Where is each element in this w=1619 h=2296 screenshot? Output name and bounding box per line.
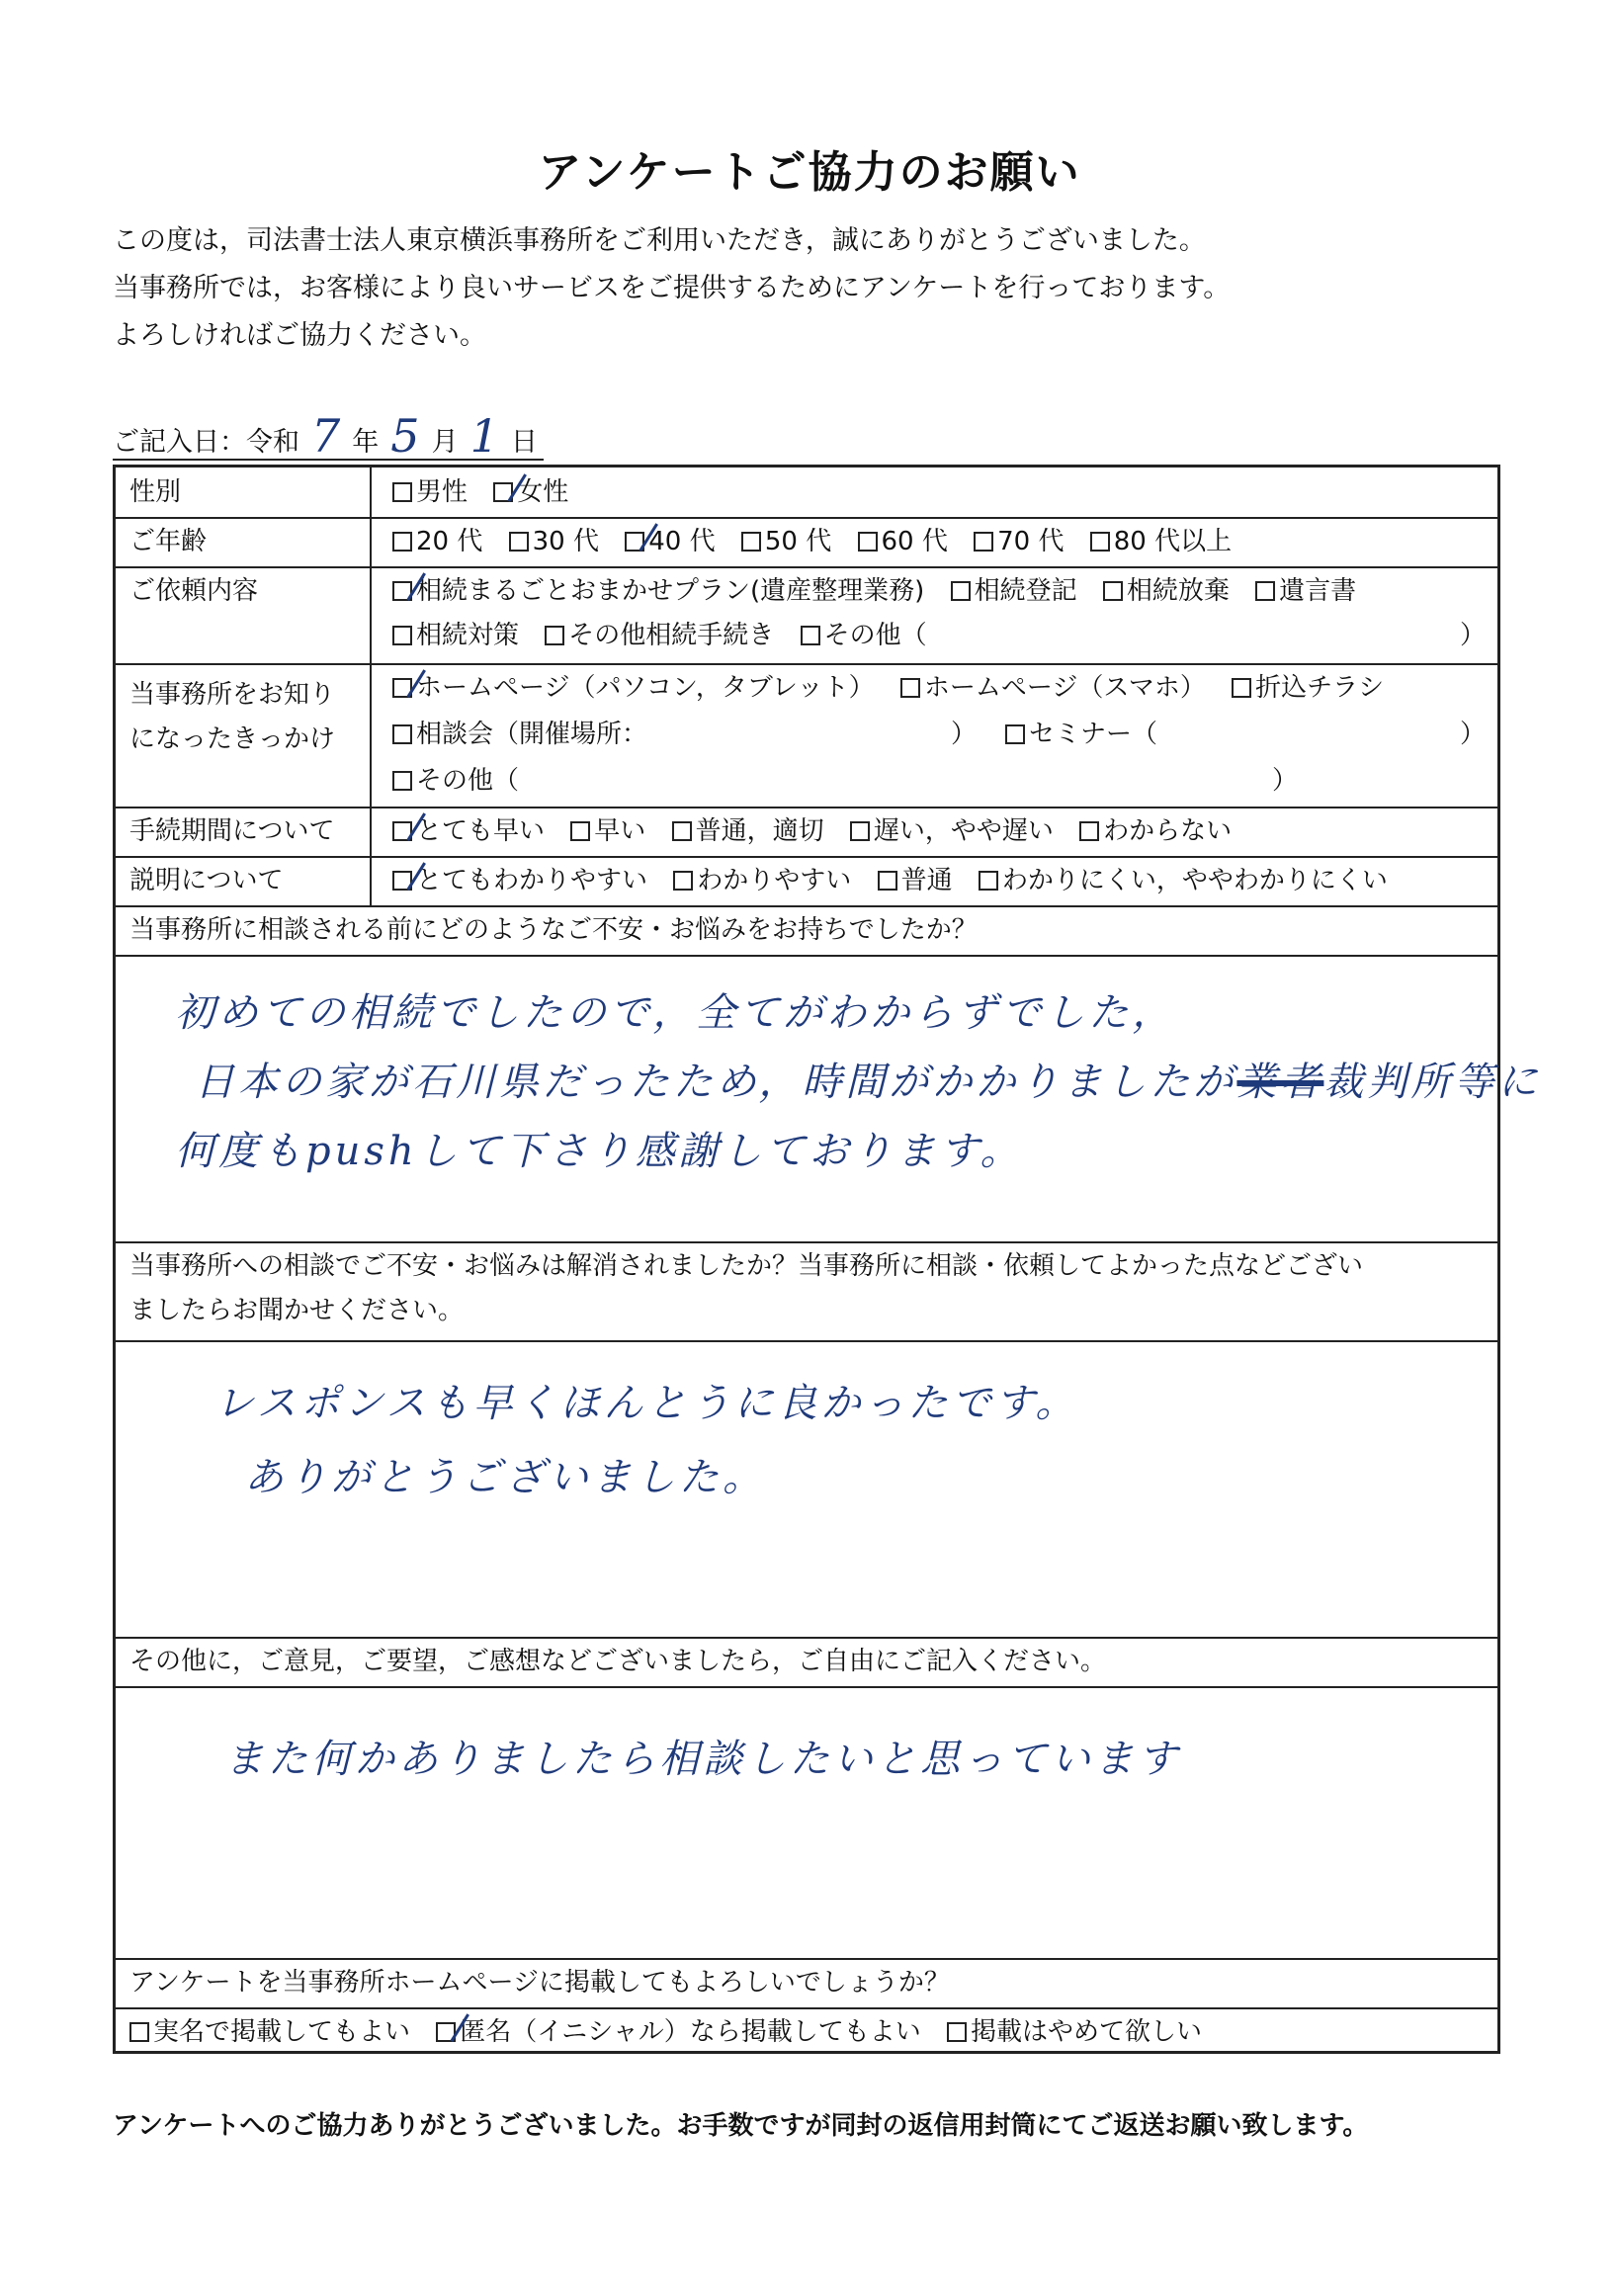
page-title: アンケートご協力のお願い: [538, 147, 1081, 198]
option-label: 30 代: [532, 527, 599, 556]
option-label: 相続まるごとおまかせプラン(遺産整理業務): [416, 576, 925, 606]
option-label: 普通: [900, 866, 953, 895]
option-label: 女性: [517, 477, 569, 507]
source-label-line1: 当事務所をお知り: [129, 680, 336, 710]
option-label: 掲載はやめて欲しい: [971, 2017, 1203, 2047]
intro-line: 当事務所では，お客様により良いサービスをご提供するためにアンケートを行っております。: [113, 273, 1231, 303]
publish-option-anonymous[interactable]: [436, 2012, 920, 2052]
gender-label: 性別: [129, 477, 182, 507]
option-label: 男性: [416, 477, 469, 507]
explanation-options: [392, 861, 1406, 900]
survey-form: [113, 465, 1542, 2054]
request-option-planning[interactable]: [392, 616, 519, 655]
option-label: ホームページ（パソコン，タブレット）: [416, 673, 875, 703]
option-label: 50 代: [764, 527, 832, 556]
period-option-normal[interactable]: [672, 811, 824, 851]
explanation-option-normal[interactable]: [878, 861, 953, 900]
publish-options: [129, 2012, 1220, 2052]
checkbox[interactable]: [392, 626, 412, 645]
period-option-very-fast[interactable]: [392, 811, 545, 851]
row-divider: [116, 1340, 1497, 1342]
age-options: [392, 522, 1249, 561]
q2-question-line2: ましたらお聞かせください。: [129, 1296, 465, 1325]
request-label: ご依頼内容: [129, 576, 259, 606]
source-option-seminar[interactable]: [1005, 715, 1157, 754]
publish-option-decline[interactable]: [947, 2012, 1202, 2052]
option-label: 相続対策: [416, 621, 520, 650]
q1-answer-line[interactable]: 何度もpushして下さり感謝しております。: [175, 1129, 1024, 1174]
row-divider: [116, 856, 1497, 858]
checkbox[interactable]: [850, 821, 870, 841]
explanation-label: 説明について: [129, 866, 284, 895]
intro-line: この度は，司法書士法人東京横浜事務所をご利用いただき，誠にありがとうございました。: [113, 225, 1206, 256]
checkbox[interactable]: [1005, 724, 1025, 744]
period-options: [392, 811, 1249, 851]
option-label: 70 代: [997, 527, 1065, 556]
date-day-value[interactable]: 1: [469, 409, 499, 463]
option-label: 早い: [594, 816, 646, 846]
publish-option-real-name[interactable]: [129, 2012, 410, 2052]
checkbox[interactable]: [1232, 678, 1251, 698]
row-divider: [116, 1958, 1497, 1960]
checkbox[interactable]: [1079, 821, 1099, 841]
option-label: 80 代以上: [1113, 527, 1233, 556]
checkbox-checked[interactable]: [392, 871, 412, 891]
option-label: 遺言書: [1279, 576, 1357, 606]
date-year-unit: 年: [352, 427, 380, 458]
checkbox[interactable]: [1090, 532, 1110, 552]
request-option-other[interactable]: [801, 616, 927, 655]
option-label: 折込チラシ: [1255, 673, 1385, 703]
checkbox-checked[interactable]: [392, 821, 412, 841]
row-divider: [116, 663, 1497, 665]
option-label: ホームページ（スマホ）: [923, 673, 1206, 703]
source-seminar-close: ）: [1460, 720, 1487, 749]
footer-message: アンケートへのご協力ありがとうございました。お手数ですが同封の返信用封筒にてご返送お願い致します。: [113, 2111, 1369, 2141]
date-underline: [113, 409, 544, 463]
gender-option-female[interactable]: [493, 472, 568, 512]
option-label: セミナー（: [1029, 720, 1158, 749]
option-label: わからない: [1103, 816, 1233, 846]
source-option-other[interactable]: [392, 761, 519, 801]
age-option-70[interactable]: [974, 522, 1064, 561]
option-label: 60 代: [881, 527, 948, 556]
explanation-option-clear[interactable]: [673, 861, 851, 900]
option-label: 実名で掲載してもよい: [153, 2017, 411, 2047]
option-label: その他（: [823, 621, 927, 650]
checkbox[interactable]: [1255, 581, 1275, 601]
checkbox[interactable]: [545, 626, 564, 645]
request-option-registration[interactable]: [951, 571, 1077, 611]
date-year-value[interactable]: 7: [311, 409, 341, 463]
checkbox-checked[interactable]: [493, 482, 513, 502]
date-line: [113, 409, 544, 463]
option-label: その他（: [416, 766, 520, 796]
request-option-will[interactable]: [1255, 571, 1356, 611]
row-divider: [116, 517, 1497, 519]
period-option-unknown[interactable]: [1079, 811, 1232, 851]
explanation-option-very-clear[interactable]: [392, 861, 647, 900]
option-label: 相談会（開催場所：: [416, 720, 648, 749]
q1-struck-text: 業者: [1236, 1060, 1324, 1105]
request-other-close: ）: [1460, 621, 1487, 650]
checkbox[interactable]: [129, 2022, 149, 2042]
checkbox[interactable]: [900, 678, 920, 698]
option-label: 普通，適切: [695, 816, 824, 846]
q3-question: その他に，ご意見，ご要望，ご感想などございましたら，ご自由にご記入ください。: [129, 1647, 1107, 1676]
source-option-flyer[interactable]: [1232, 668, 1384, 708]
q1-question: 当事務所に相談される前にどのようなご不安・お悩みをお持ちでしたか？: [129, 915, 978, 945]
q1-answer-line[interactable]: [195, 1051, 1541, 1107]
source-option-homepage-pc[interactable]: [392, 668, 875, 708]
option-label: 20 代: [416, 527, 483, 556]
row-divider: [116, 2007, 1497, 2009]
checkbox-checked[interactable]: [436, 2022, 456, 2042]
row-divider: [116, 1686, 1497, 1688]
option-label: 遅い，やや遅い: [873, 816, 1054, 846]
checkbox-checked[interactable]: [392, 581, 412, 601]
option-label: その他相続手続き: [568, 621, 775, 650]
source-options-line1: [392, 668, 1402, 708]
row-divider: [116, 566, 1497, 568]
q2-answer-line[interactable]: ありがとうございました。: [244, 1455, 766, 1500]
age-option-20[interactable]: [392, 522, 482, 561]
request-options-line2: [392, 616, 945, 655]
checkbox[interactable]: [392, 724, 412, 744]
age-option-60[interactable]: [858, 522, 948, 561]
checkbox[interactable]: [672, 821, 692, 841]
checkbox[interactable]: [878, 871, 897, 891]
checkbox[interactable]: [858, 532, 878, 552]
gender-options: [392, 472, 586, 512]
intro-line: よろしければご協力ください。: [113, 320, 486, 351]
checkbox[interactable]: [392, 482, 412, 502]
request-option-other-procedures[interactable]: [545, 616, 774, 655]
option-label: 40 代: [648, 527, 716, 556]
q1-answer-line[interactable]: 初めての相続でしたので，全てがわからずでした，: [175, 990, 1176, 1036]
date-day-unit: 日: [510, 427, 538, 458]
age-option-50[interactable]: [741, 522, 831, 561]
source-label-line2: になったきっかけ: [129, 724, 336, 754]
request-option-renunciation[interactable]: [1103, 571, 1230, 611]
checkbox[interactable]: [951, 581, 971, 601]
q3-answer-line[interactable]: また何かありましたら相談したいと思っています: [224, 1737, 1181, 1782]
period-option-fast[interactable]: [570, 811, 645, 851]
source-consultation-close: ）: [951, 720, 978, 749]
explanation-option-unclear[interactable]: [979, 861, 1388, 900]
checkbox[interactable]: [947, 2022, 967, 2042]
publish-question: アンケートを当事務所ホームページに掲載してもよろしいでしょうか？: [129, 1968, 950, 1998]
option-label: 相続登記: [974, 576, 1077, 606]
checkbox[interactable]: [1103, 581, 1123, 601]
checkbox[interactable]: [392, 771, 412, 791]
period-option-slow[interactable]: [850, 811, 1054, 851]
date-label: ご記入日：令和: [113, 427, 299, 458]
age-label: ご年齢: [129, 527, 208, 556]
checkbox[interactable]: [801, 626, 820, 645]
source-option-consultation[interactable]: [392, 715, 647, 754]
request-options-line1: [392, 571, 1374, 611]
q2-question-line1: 当事務所への相談でご不安・お悩みは解消されましたか？当事務所に相談・依頼してよかった点などござい: [129, 1251, 1364, 1281]
age-option-40[interactable]: [625, 522, 715, 561]
checkbox[interactable]: [741, 532, 761, 552]
checkbox[interactable]: [974, 532, 993, 552]
row-divider: [116, 955, 1497, 957]
checkbox[interactable]: [392, 532, 412, 552]
request-option-full-plan[interactable]: [392, 571, 924, 611]
checkbox[interactable]: [570, 821, 590, 841]
option-label: とてもわかりやすい: [416, 866, 648, 895]
date-month-value[interactable]: 5: [390, 409, 420, 463]
row-divider: [116, 905, 1497, 907]
label-column-divider: [370, 468, 372, 905]
option-label: わかりにくい，ややわかりにくい: [1001, 866, 1388, 895]
checkbox-checked[interactable]: [392, 678, 412, 698]
row-divider: [116, 1637, 1497, 1639]
option-label: わかりやすい: [697, 866, 852, 895]
checkbox[interactable]: [673, 871, 693, 891]
option-label: 匿名（イニシャル）なら掲載してもよい: [460, 2017, 921, 2047]
checkbox[interactable]: [509, 532, 529, 552]
age-option-80[interactable]: [1090, 522, 1232, 561]
source-other-close: ）: [1272, 766, 1299, 796]
row-divider: [116, 1241, 1497, 1243]
checkbox[interactable]: [979, 871, 998, 891]
intro-text: [113, 217, 1230, 360]
gender-option-male[interactable]: [392, 472, 468, 512]
date-month-unit: 月: [431, 427, 459, 458]
q1-answer-text: 裁判所等に: [1323, 1060, 1542, 1105]
source-option-homepage-smartphone[interactable]: [900, 668, 1206, 708]
period-label: 手続期間について: [129, 816, 335, 846]
age-option-30[interactable]: [509, 522, 599, 561]
option-label: 相続放棄: [1126, 576, 1230, 606]
row-divider: [116, 807, 1497, 808]
q1-answer-text: 日本の家が石川県だったため，時間がかかりましたが: [195, 1060, 1237, 1105]
q2-answer-line[interactable]: レスポンスも早くほんとうに良かったです。: [214, 1381, 1079, 1426]
checkbox-checked[interactable]: [625, 532, 644, 552]
option-label: とても早い: [416, 816, 546, 846]
